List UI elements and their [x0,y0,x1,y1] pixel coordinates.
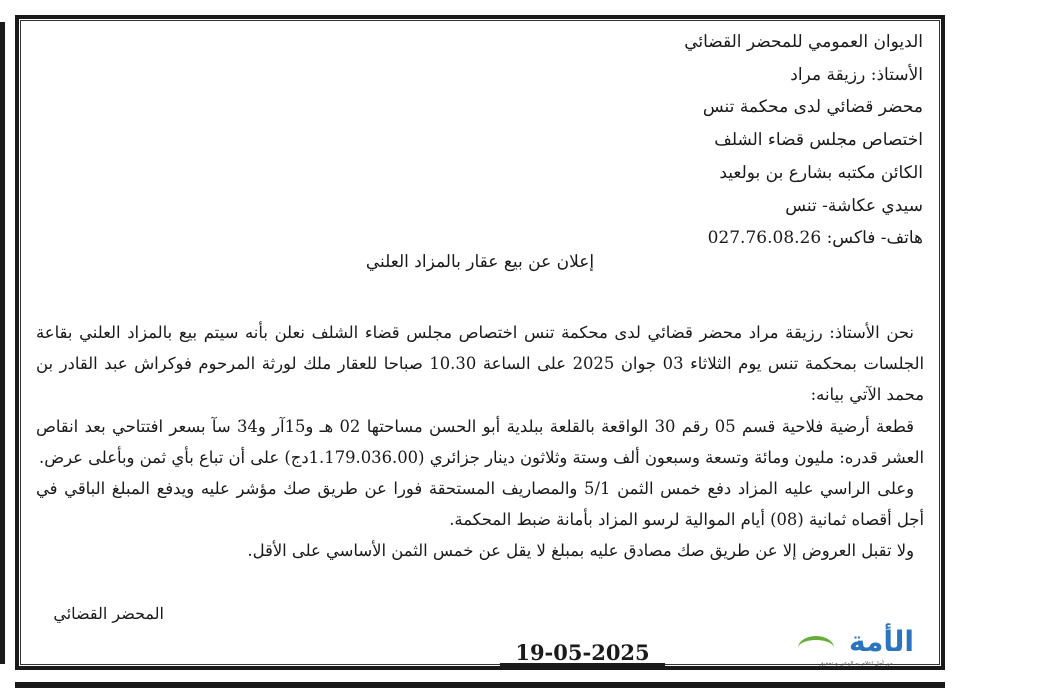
office-name: الديوان العمومي للمحضر القضائي [684,32,923,52]
body-paragraph-payment-terms: وعلى الراسي عليه المزاد دفع خمس الثمن 5/1 والمصاريف المستحقة فورا عن طريق صك مؤشر عليه ويدفع المبلغ الباقي في أجل أقصاه ثمانية (08) أيام الموالية لرسو المزاد بأمانة ضبط المحكمة. [36,479,924,530]
newspaper-logo [796,626,916,666]
bailiff-office-header [543,26,923,255]
bailiff-name: الأستاذ: رزيقة مراد [790,64,923,85]
notice-body [36,317,924,567]
notice-title: إعلان عن بيع عقار بالمزاد العلني [365,252,595,272]
bottom-divider-rule [15,682,945,688]
court-affiliation: محضر قضائي لدى محكمة تنس [702,97,923,118]
body-paragraph-property-description: قطعة أرضية فلاحية قسم 05 رقم 30 الواقعة بالقلعة ببلدية أبو الحسن مساحتها 02 هـ و15آر و34 سآ بسعر افتتاحي بعد انقاص العشر قدره: مليون ومائة وتسعة وسبعون ألف وستة وثلاثون دينار جزائري (1.179.036.00دج) على أن تباع بأي ثمن وبأعلى عرض. [36,416,924,467]
left-column-rule [0,22,5,664]
office-address: الكائن مكتبه بشارع بن بولعيد [719,162,923,183]
logo-swoosh-icon [798,636,834,660]
logo-wordmark: الأمة [849,625,914,658]
jurisdiction: اختصاص مجلس قضاء الشلف [714,130,923,151]
logo-tagline: من أجل اعلام به الوعي و تحقيق [819,661,893,667]
signature-label: المحضر القضائي [53,604,164,623]
phone-fax: هاتف- فاكس: 027.76.08.26 [707,228,923,249]
body-paragraph-auction-announcement: نحن الأستاذ: رزيقة مراد محضر قضائي لدى محكمة تنس اختصاص مجلس قضاء الشلف نعلن بأنه سيتم بيع بالمزاد العلني بقاعة الجلسات بمحكمة تنس يوم الثلاثاء 03 جوان 2025 على الساعة 10.30 صباحا للعقار ملك لورثة المرحوم فوكراش عبد القادر بن محمد الآتي بيانه: [36,323,924,405]
body-paragraph-bid-conditions: ولا تقبل العروض إلا عن طريق صك مصادق عليه بمبلغ لا يقل عن خمس الثمن الأساسي على الأقل. [247,541,914,561]
office-locality: سيدي عكاشة- تنس [785,195,923,216]
publication-date: 19-05-2025 [500,640,665,666]
